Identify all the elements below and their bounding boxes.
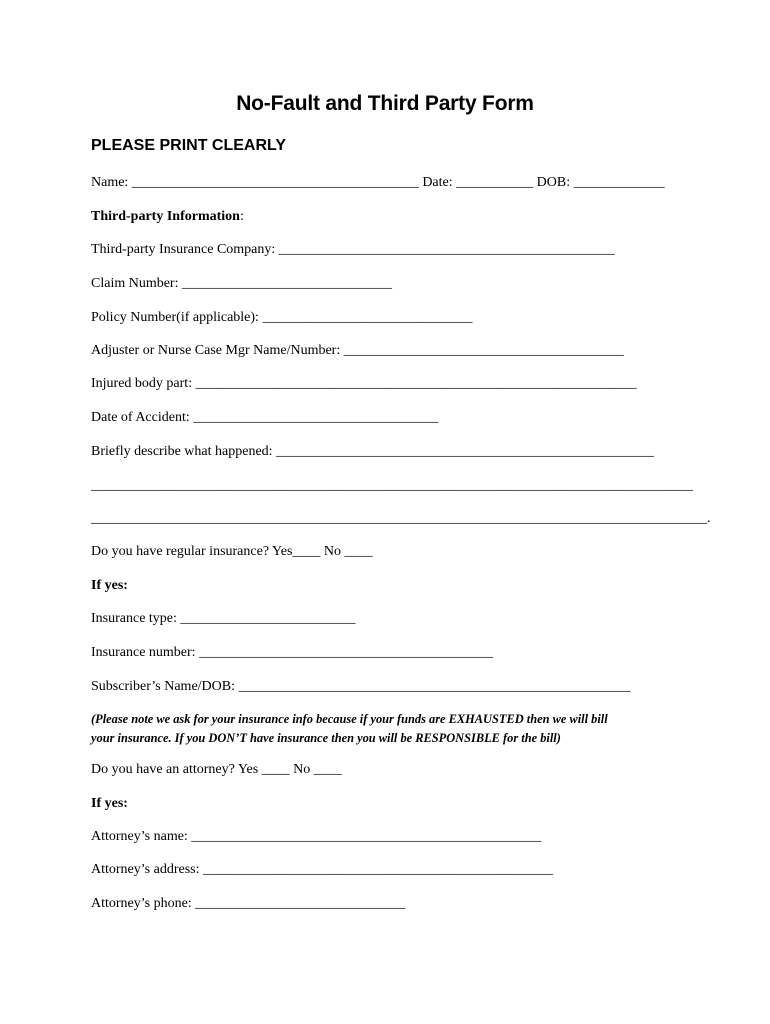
third-party-heading-text: Third-party Information <box>91 209 240 224</box>
policy-number-field[interactable]: Policy Number(if applicable): ______________________________ <box>91 310 473 325</box>
insurance-note-line-1: (Please note we ask for your insurance info because if your funds are EXHAUSTED then we will bill <box>91 712 608 726</box>
attorney-phone-field[interactable]: Attorney’s phone: ______________________________ <box>91 896 406 911</box>
date-of-accident-field[interactable]: Date of Accident: ___________________________________ <box>91 410 439 425</box>
describe-line-3[interactable]: ________________________________________________________________________________________. <box>91 511 711 526</box>
attorney-question[interactable]: Do you have an attorney? Yes ____ No ____ <box>91 762 342 777</box>
claim-number-field[interactable]: Claim Number: ______________________________ <box>91 276 392 291</box>
regular-insurance-question[interactable]: Do you have regular insurance? Yes____ No ____ <box>91 544 373 559</box>
insurance-number-field[interactable]: Insurance number: __________________________________________ <box>91 645 494 660</box>
adjuster-field[interactable]: Adjuster or Nurse Case Mgr Name/Number: ________________________________________ <box>91 343 624 358</box>
third-party-heading <box>91 208 244 226</box>
attorney-address-field[interactable]: Attorney’s address: __________________________________________________ <box>91 862 553 877</box>
name-date-dob-line[interactable]: Name: _________________________________________ Date: ___________ DOB: _____________ <box>91 175 665 190</box>
insurance-company-field[interactable]: Third-party Insurance Company: ________________________________________________ <box>91 242 615 257</box>
injured-body-part-field[interactable]: Injured body part: _______________________________________________________________ <box>91 376 637 391</box>
form-subtitle: PLEASE PRINT CLEARLY <box>91 137 286 154</box>
if-yes-insurance-heading: If yes: <box>91 578 128 593</box>
insurance-note-line-2: your insurance. If you DON’T have insurance then you will be RESPONSIBLE for the bill) <box>91 731 561 745</box>
insurance-type-field[interactable]: Insurance type: _________________________ <box>91 611 356 626</box>
describe-field[interactable]: Briefly describe what happened: ______________________________________________________ <box>91 444 655 459</box>
subscriber-field[interactable]: Subscriber’s Name/DOB: ________________________________________________________ <box>91 679 631 694</box>
third-party-heading-colon: : <box>239 209 244 224</box>
describe-line-2[interactable]: ______________________________________________________________________________________ <box>91 478 693 493</box>
form-title: No-Fault and Third Party Form <box>236 92 534 115</box>
attorney-name-field[interactable]: Attorney’s name: __________________________________________________ <box>91 829 542 844</box>
if-yes-attorney-heading: If yes: <box>91 796 128 811</box>
